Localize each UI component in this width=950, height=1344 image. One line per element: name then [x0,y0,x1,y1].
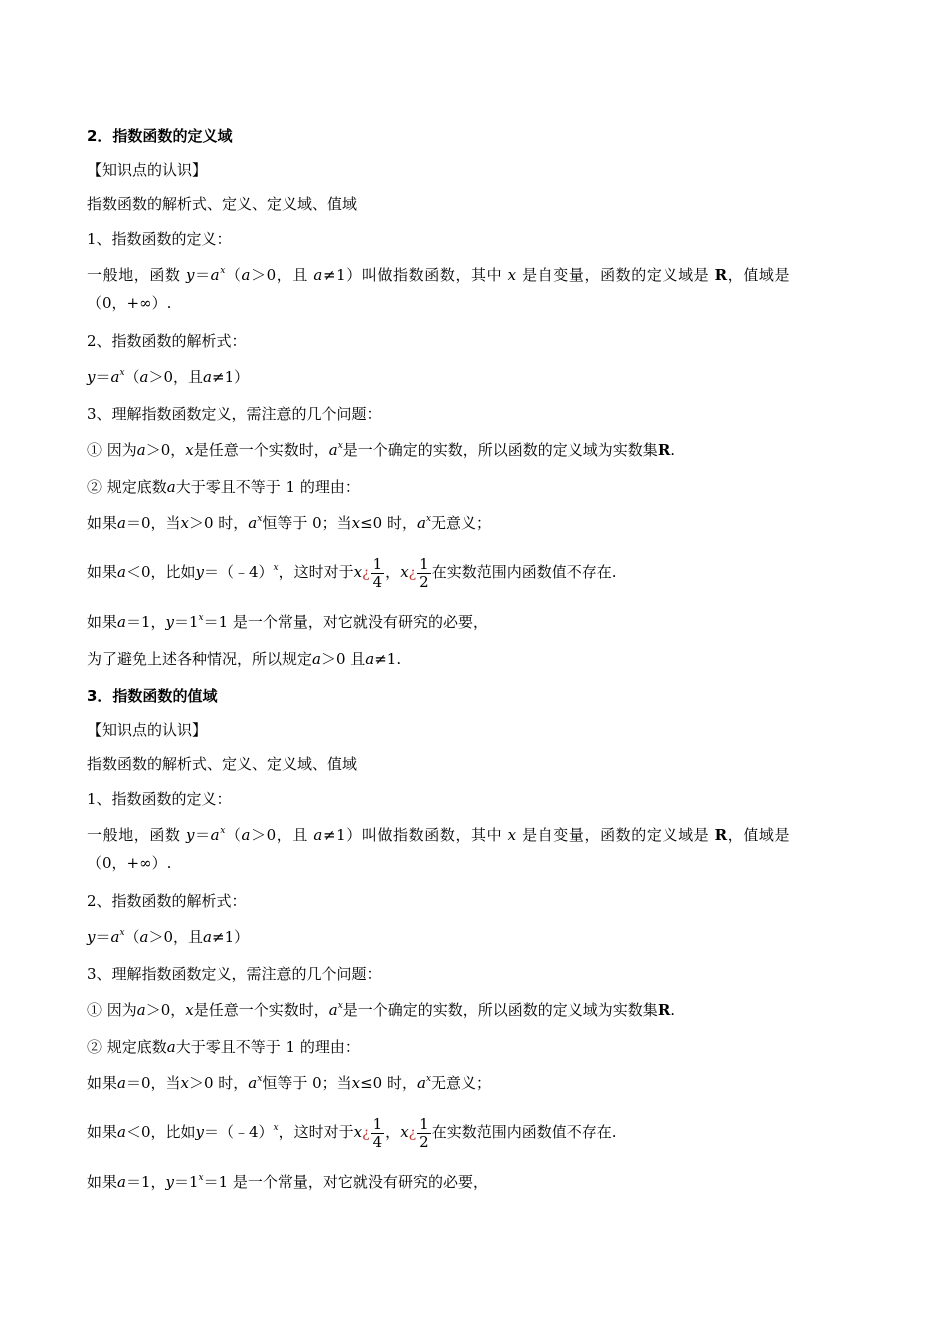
section-heading: 2．指数函数的定义域 [87,127,233,145]
knowledge-tag: 【知识点的认识】 [87,161,208,179]
notes-title: 3、理解指数函数定义，需注意的几个问题： [87,965,382,983]
note-1: ① 因为a＞0，x是任意一个实数时，$a^x$是一个确定的实数，所以函数的定义域为实数集R. [87,1001,676,1019]
case-a-zero: 如果a＝0，当x＞0 时，$a^x$恒等于 0；当x≤0 时，$a^x$无意义； [87,1074,492,1092]
topics-line: 指数函数的解析式、定义、定义域、值域 [87,195,358,213]
definition-text: 一般地，函数 $y=a^x(a>0$，且 a≠1）叫做指数函数，其中 x 是自变量，函数的定义域是 R，值域是 [87,826,791,844]
case-a-negative: 如果a＜0，比如y＝（﹣4）$^x$，这时对于x¿ $\frac{1}{4}$ ，x¿ $\frac{1}{2}$ 在实数范围内函数值不存在. [87,554,617,591]
case-a-one: 如果a＝1，$y=1^x=1$ 是一个常量，对它就没有研究的必要， [87,613,488,631]
range-text: （0，+∞）. [87,294,172,312]
notes-title: 3、理解指数函数定义，需注意的几个问题： [87,405,382,423]
fraction-one-half: $\frac{1}{2}$ [419,1114,429,1151]
conclusion: 为了避免上述各种情况，所以规定a＞0 且a≠1. [87,650,402,668]
topics-line: 指数函数的解析式、定义、定义域、值域 [87,755,358,773]
note-2: ② 规定底数a大于零且不等于 1 的理由： [87,478,360,496]
definition-title: 1、指数函数的定义： [87,790,232,808]
fraction-one-quarter: $\frac{1}{4}$ [372,1114,383,1151]
case-a-negative: 如果a＜0，比如y＝（﹣4）$^x$，这时对于x¿ $\frac{1}{4}$ ，x¿ $\frac{1}{2}$ 在实数范围内函数值不存在. [87,1114,617,1151]
fraction-one-half: $\frac{1}{2}$ [419,554,429,591]
section-heading: 3．指数函数的值域 [87,687,218,705]
range-text: （0，+∞）. [87,854,172,872]
case-a-zero: 如果a＝0，当x＞0 时，$a^x$恒等于 0；当x≤0 时，$a^x$无意义； [87,514,492,532]
formula-title: 2、指数函数的解析式： [87,892,247,910]
knowledge-tag: 【知识点的认识】 [87,721,208,739]
definition-title: 1、指数函数的定义： [87,230,232,248]
formula-line: $y=a^x(a>0$，且a≠1） [87,368,250,386]
definition-text: 一般地，函数 $y=a^x(a>0$，且 a≠1）叫做指数函数，其中 x 是自变量，函数的定义域是 R，值域是 [87,266,791,284]
formula-title: 2、指数函数的解析式： [87,332,247,350]
case-a-one: 如果a＝1，$y=1^x=1$ 是一个常量，对它就没有研究的必要， [87,1173,488,1191]
note-1: ① 因为a＞0，x是任意一个实数时，$a^x$是一个确定的实数，所以函数的定义域为实数集R. [87,441,676,459]
note-2: ② 规定底数a大于零且不等于 1 的理由： [87,1038,360,1056]
fraction-one-quarter: $\frac{1}{4}$ [372,554,383,591]
formula-line: $y=a^x(a>0$，且a≠1） [87,928,250,946]
